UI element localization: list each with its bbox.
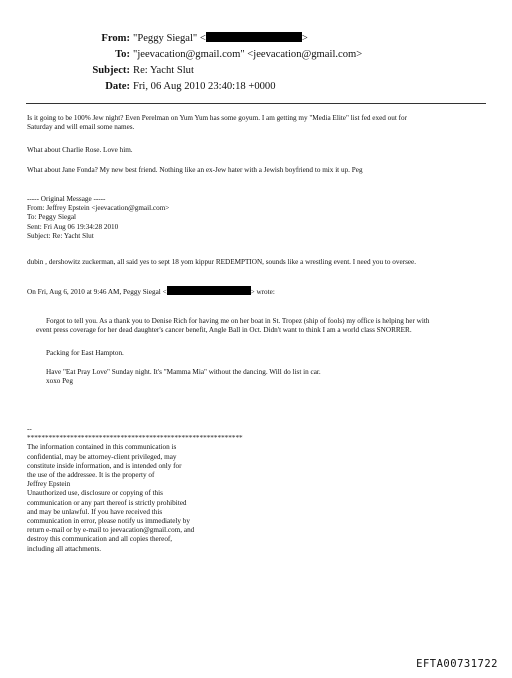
quoted-paragraph-3	[46, 368, 511, 386]
date-value: Fri, 06 Aug 2010 23:40:18 +0000	[133, 81, 276, 92]
original-to: To: Peggy Siegal	[27, 213, 77, 222]
redaction-block	[167, 286, 251, 295]
original-message-header	[27, 195, 492, 241]
signature-block	[27, 425, 243, 554]
quoted-paragraph-1	[36, 317, 501, 335]
redaction-block	[206, 32, 302, 42]
disclaimer-line: including all attachments.	[27, 544, 102, 553]
quoted-paragraph-2: Packing for East Hampton.	[46, 349, 124, 357]
body-paragraph-1	[27, 114, 492, 132]
disclaimer-line: Unauthorized use, disclosure or copying of this	[27, 489, 163, 498]
original-sent: Sent: Fri Aug 06 19:34:28 2010	[27, 222, 119, 231]
disclaimer-line: return e-mail or by e-mail to jeevacation@gmail.com, and	[27, 526, 195, 535]
to-label: To:	[115, 49, 130, 60]
signature-stars: ************************************************************	[27, 434, 243, 443]
original-body: dubin , dershowitz zuckerman, all said yes to sept 18 yom kippur REDEMPTION, sounds like a wrestling event. I need you to oversee.	[27, 258, 417, 266]
quoted-line: Have "Eat Pray Love" Sunday night. It's "Mamma Mia" without the dancing. Will do list in car.	[46, 368, 321, 376]
to-value: "jeevacation@gmail.com" <jeevacation@gmail.com>	[133, 49, 363, 60]
document-stamp: EFTA00731722	[416, 658, 498, 670]
quoted-attribution	[27, 286, 492, 297]
wrote-prefix: On Fri, Aug 6, 2010 at 9:46 AM, Peggy Siegal <	[27, 288, 167, 296]
disclaimer-line: destroy this communication and all copies thereof,	[27, 535, 173, 544]
disclaimer-line: and may be unlawful. If you have received this	[27, 507, 163, 516]
header-divider	[26, 103, 486, 104]
body-paragraph-2: What about Charlie Rose. Love him.	[27, 146, 133, 154]
disclaimer-line: communication in error, please notify us immediately by	[27, 517, 190, 526]
disclaimer-text	[27, 443, 243, 553]
disclaimer-line: Jeffrey Epstein	[27, 480, 71, 489]
quoted-text: Forgot to tell you. As a thank you to Denise Rich for having me on her boat in St. Tropez (ship of fools) my office is helping her with	[46, 317, 430, 325]
quoted-signoff: xoxo Peg	[46, 377, 73, 386]
from-label: From:	[101, 33, 130, 44]
date-label: Date:	[105, 81, 130, 92]
subject-value: Re: Yacht Slut	[133, 65, 194, 76]
body-line: Saturday and will email some names.	[27, 123, 135, 132]
from-value: "Peggy Siegal" <	[133, 33, 206, 44]
from-suffix: >	[301, 33, 308, 44]
subject-label: Subject:	[92, 65, 130, 76]
signature-dashes: --	[27, 425, 32, 433]
disclaimer-line: the use of the addressee. It is the property of	[27, 471, 155, 480]
quoted-line: event press coverage for her dead daughter's cancer benefit, Angle Ball in Oct. Didn't want to think I am a world class SNORRER.	[36, 326, 412, 335]
body-paragraph-3: What about Jane Fonda? My new best friend. Nothing like an ex-Jew hater with a Jewish boyfriend to mix it up. Peg	[27, 166, 363, 174]
disclaimer-line: constitute inside information, and is intended only for	[27, 461, 182, 470]
disclaimer-line: The information contained in this communication is	[27, 443, 177, 452]
disclaimer-line: confidential, may be attorney-client privileged, may	[27, 452, 177, 461]
disclaimer-line: communication or any part thereof is strictly prohibited	[27, 498, 187, 507]
wrote-suffix: > wrote:	[250, 288, 275, 296]
quoted-line	[36, 317, 501, 326]
original-from: From: Jeffrey Epstein <jeevacation@gmail.com>	[27, 204, 170, 213]
original-subject: Subject: Re: Yacht Slut	[27, 231, 94, 240]
original-marker: ----- Original Message -----	[27, 195, 106, 203]
body-line: Is it going to be 100% Jew night? Even Perelman on Yum Yum has some goyum. I am getting my "Media Elite" list fed exed out for	[27, 114, 408, 122]
